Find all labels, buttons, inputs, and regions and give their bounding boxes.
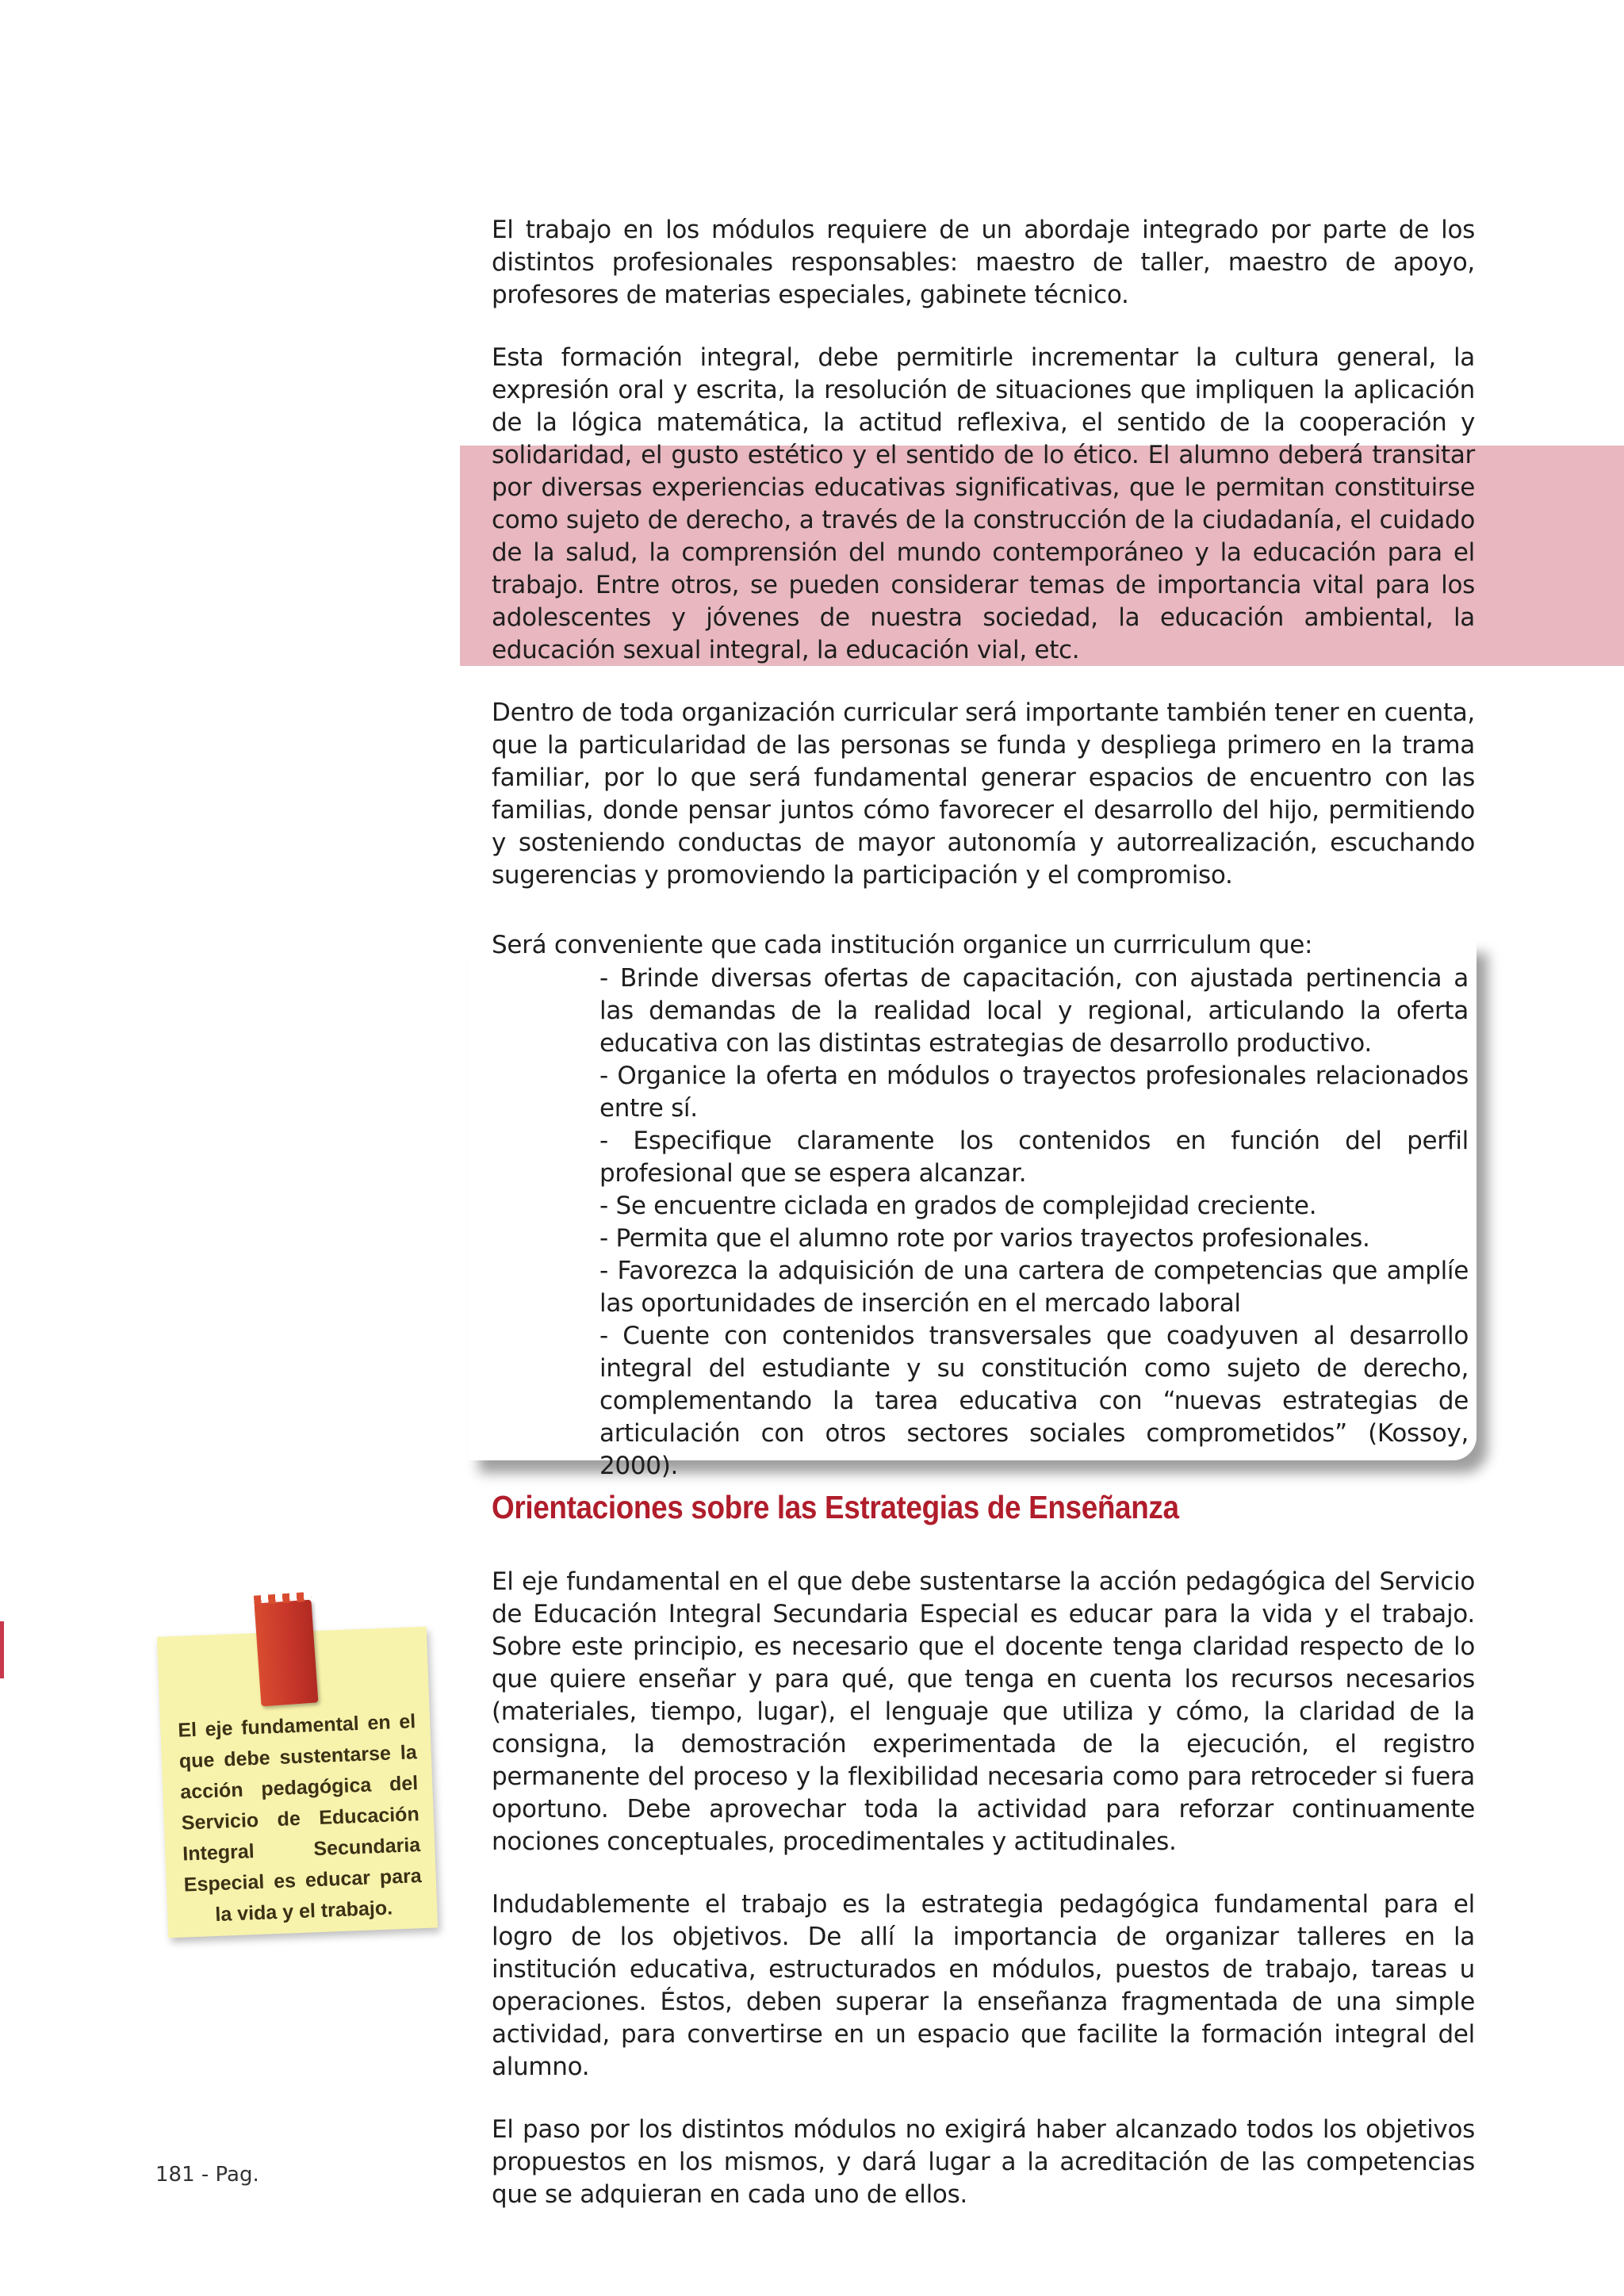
body-section-bottom	[492, 1566, 1475, 2241]
curriculum-list	[599, 962, 1469, 1483]
section-heading: Orientaciones sobre las Estrategias de Enseñanza	[492, 1489, 1179, 1525]
list-item: - Cuente con contenidos transversales que coadyuven al desarrollo integral del estudiante y su constitución como sujeto de derecho, complementando la tarea educativa con “nuevas estrategias de articulación con otros sectores sociales comprometidos” (Kossoy, 2000).	[599, 1322, 1469, 1480]
list-intro: Será conveniente que cada institución organice un currriculum que:	[492, 931, 1313, 959]
list-item: - Brinde diversas ofertas de capacitación, con ajustada pertinencia a las demandas de la realidad local y regional, articulando la oferta educativa con las distintas estrategias de desarrollo productivo.	[599, 964, 1469, 1058]
paragraph-family: Dentro de toda organización curricular será importante también tener en cuenta, que la particularidad de las personas se funda y despliega primero en la trama familiar, por lo que será fundamental generar espacios de encuentro con las familias, donde pensar juntos cómo favorecer el desarrollo del hijo, permitiendo y sosteniendo conductas de mayor autonomía y autorrealización, escuchando sugerencias y promoviendo la participación y el compromiso.	[492, 698, 1475, 890]
list-item: - Favorezca la adquisición de una cartera de competencias que amplíe las oportunidades de inserción en el mercado laboral	[599, 1257, 1469, 1318]
body-section-top	[492, 214, 1475, 922]
list-item: - Organice la oferta en módulos o trayectos profesionales relacionados entre sí.	[599, 1062, 1469, 1123]
list-item: - Especifique claramente los contenidos en función del perfil profesional que se espera alcanzar.	[599, 1127, 1469, 1188]
sticky-note-text: El eje fundamental en el que debe sustentarse la acción pedagógica del Servicio de Educación Integral Secundaria Especial es educar para la vida y el trabajo.	[177, 1710, 423, 1927]
list-item: - Permita que el alumno rote por varios trayectos profesionales.	[599, 1224, 1370, 1253]
list-item: - Se encuentre ciclada en grados de complejidad creciente.	[599, 1192, 1317, 1220]
paragraph-pedagogic-axis: El eje fundamental en el que debe sustentarse la acción pedagógica del Servicio de Educación Integral Secundaria Especial es educar para la vida y el trabajo. Sobre este principio, es necesario que el docente tenga claridad respecto de lo que quiere enseñar y para qué, que tenga en cuenta los recursos necesarios (materiales, tiempo, lugar), el lenguaje que utiliza y cómo, la claridad de la consigna, la demostración experimentada de la ejecución, el registro permanente del proceso y la flexibilidad necesaria como para retroceder si fuera oportuno. Debe aprovechar toda la actividad para reforzar continuamente nociones conceptuales, procedimentales y actitudinales.	[492, 1567, 1475, 1856]
highlighted-passage: El alumno deberá transitar por diversas experiencias educativas significativas, que le permitan constituirse como sujeto de derecho, a través de la construcción de la ciudadanía, el cuidado de la salud, la comprensión del mundo contemporáneo y la educación para el trabajo. Entre otros, se pueden considerar temas de importancia vital para los adolescentes y jóvenes de nuestra sociedad, la educación ambiental, la educación sexual integral, la educación vial, etc.	[492, 441, 1475, 664]
paragraph-integral-formation-text: Esta formación integral, debe permitirle incrementar la cultura general, la expresión oral y escrita, la resolución de situaciones que impliquen la aplicación de la lógica matemática, la actitud reflexiva, el sentido de la cooperación y solidaridad, el gusto estético y el sentido de lo ético.	[492, 343, 1475, 469]
edge-marker	[0, 1621, 4, 1678]
page-number: 181 - Pag.	[155, 2163, 259, 2187]
paragraph-work-strategy: Indudablemente el trabajo es la estrategia pedagógica fundamental para el logro de los objetivos. De allí la importancia de organizar talleres en la institución educativa, estructurados en módulos, puestos de trabajo, tareas u operaciones. Éstos, deben superar la enseñanza fragmentada de una simple actividad, para convertirse en un espacio que facilite la formación integral del alumno.	[492, 1890, 1475, 2081]
paragraph-modules: El trabajo en los módulos requiere de un abordaje integrado por parte de los distintos profesionales responsables: maestro de taller, maestro de apoyo, profesores de materias especiales, gabinete técnico.	[492, 216, 1475, 309]
paragraph-integral-formation	[492, 342, 1475, 667]
bookmark-tab-icon	[255, 1600, 319, 1707]
paragraph-modules-passage: El paso por los distintos módulos no exigirá haber alcanzado todos los objetivos propuestos en los mismos, y dará lugar a la acreditación de las competencias que se adquieran en cada uno de ellos.	[492, 2115, 1475, 2209]
